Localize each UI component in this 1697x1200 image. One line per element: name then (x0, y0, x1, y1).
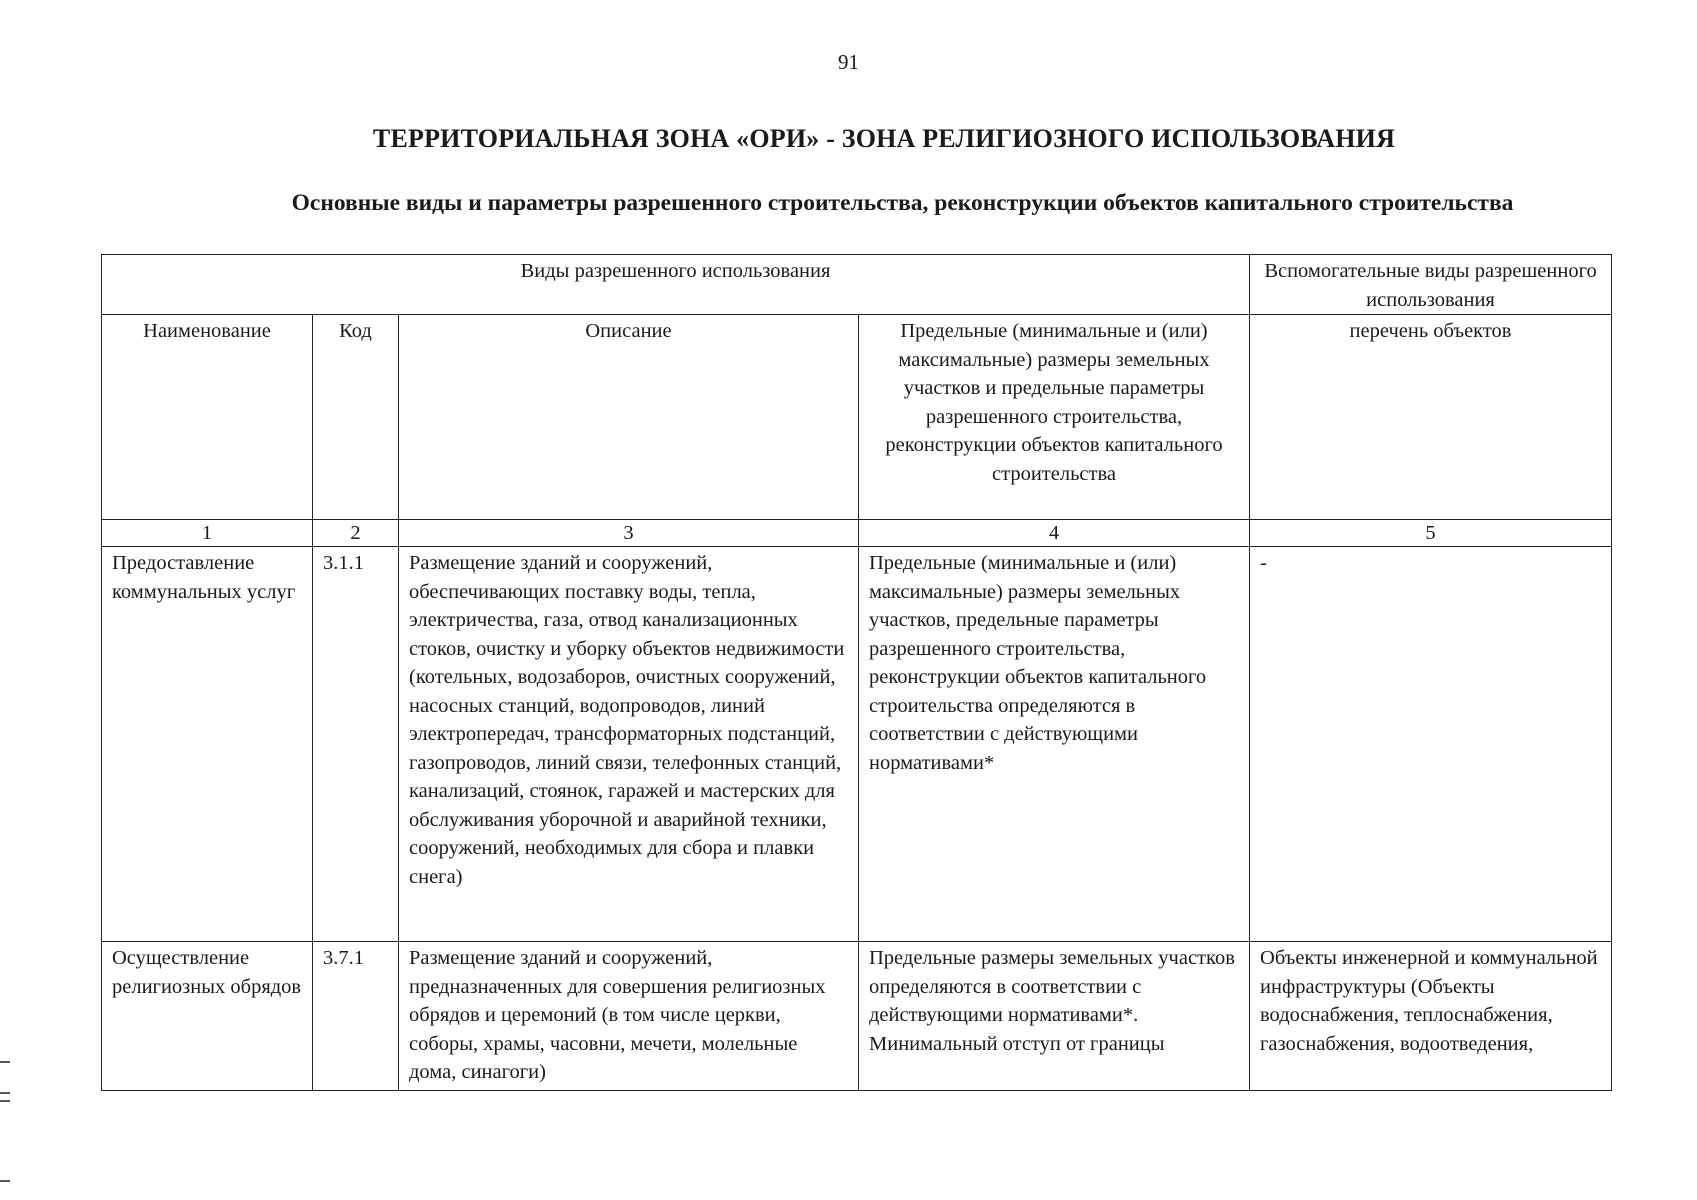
scan-margin-mark (0, 1092, 10, 1094)
scan-margin-mark (0, 1061, 10, 1063)
column-header-description: Описание (399, 315, 859, 520)
use-description-cell: Размещение зданий и сооружений, обеспечивающих поставку воды, тепла, электричества, газа, отвод канализационных стоков, очистку и уборку объектов недвижимости (котельных, водозаборов, очистных сооружений, насосных станций, водопроводов, линий электропередач, трансформаторных подстанций, газопроводов, линий связи, телефонных станций, канализаций, стоянок, гаражей и мастерских для обслуживания уборочной и аварийной техники, сооружений, необходимых для сбора и плавки снега) (399, 547, 859, 942)
group-header-auxiliary: Вспомогательные виды разрешенного использования (1250, 255, 1612, 315)
use-code-cell: 3.7.1 (313, 942, 399, 1091)
column-number: 2 (313, 520, 399, 547)
column-header-parameters: Предельные (минимальные и (или) максимальные) размеры земельных участков и предельные параметры разрешенного строительства, реконструкции объектов капитального строительства (859, 315, 1250, 520)
column-number: 4 (859, 520, 1250, 547)
table-caption: Основные виды и параметры разрешенного строительства, реконструкции объектов капитального строительства (291, 190, 1514, 216)
column-header-object-list: перечень объектов (1250, 315, 1612, 520)
use-code-cell: 3.1.1 (313, 547, 399, 942)
column-number-row (102, 520, 1612, 547)
scan-margin-mark (0, 1100, 10, 1102)
group-header-row (102, 255, 1612, 315)
table-row (102, 942, 1612, 1091)
table-row (102, 547, 1612, 942)
page-number: 91 (838, 50, 859, 74)
column-number: 3 (399, 520, 859, 547)
column-number: 1 (102, 520, 313, 547)
use-parameters-cell: Предельные размеры земельных участков определяются в соответствии с действующими нормативами*. Минимальный отступ от границы (859, 942, 1250, 1091)
scan-margin-mark (0, 1180, 10, 1182)
use-description-cell: Размещение зданий и сооружений, предназначенных для совершения религиозных обрядов и церемоний (в том числе церкви, соборы, храмы, часовни, мечети, молельные дома, синагоги) (399, 942, 859, 1091)
group-header-main: Виды разрешенного использования (102, 255, 1250, 315)
column-header-code: Код (313, 315, 399, 520)
column-header-row (102, 315, 1612, 520)
auxiliary-objects-cell: - (1250, 547, 1612, 942)
column-number: 5 (1250, 520, 1612, 547)
column-header-name: Наименование (102, 315, 313, 520)
permitted-use-table (101, 254, 1612, 1091)
use-name-cell: Осуществление религиозных обрядов (102, 942, 313, 1091)
auxiliary-objects-cell: Объекты инженерной и коммунальной инфраструктуры (Объекты водоснабжения, теплоснабжения, газоснабжения, водоотведения, (1250, 942, 1612, 1091)
zone-title: ТЕРРИТОРИАЛЬНАЯ ЗОНА «ОРИ» - ЗОНА РЕЛИГИОЗНОГО ИСПОЛЬЗОВАНИЯ (372, 124, 1396, 153)
use-parameters-cell: Предельные (минимальные и (или) максимальные) размеры земельных участков, предельные параметры разрешенного строительства, реконструкции объектов капитального строительства определяются в соответствии с действующими нормативами* (859, 547, 1250, 942)
use-name-cell: Предоставление коммунальных услуг (102, 547, 313, 942)
